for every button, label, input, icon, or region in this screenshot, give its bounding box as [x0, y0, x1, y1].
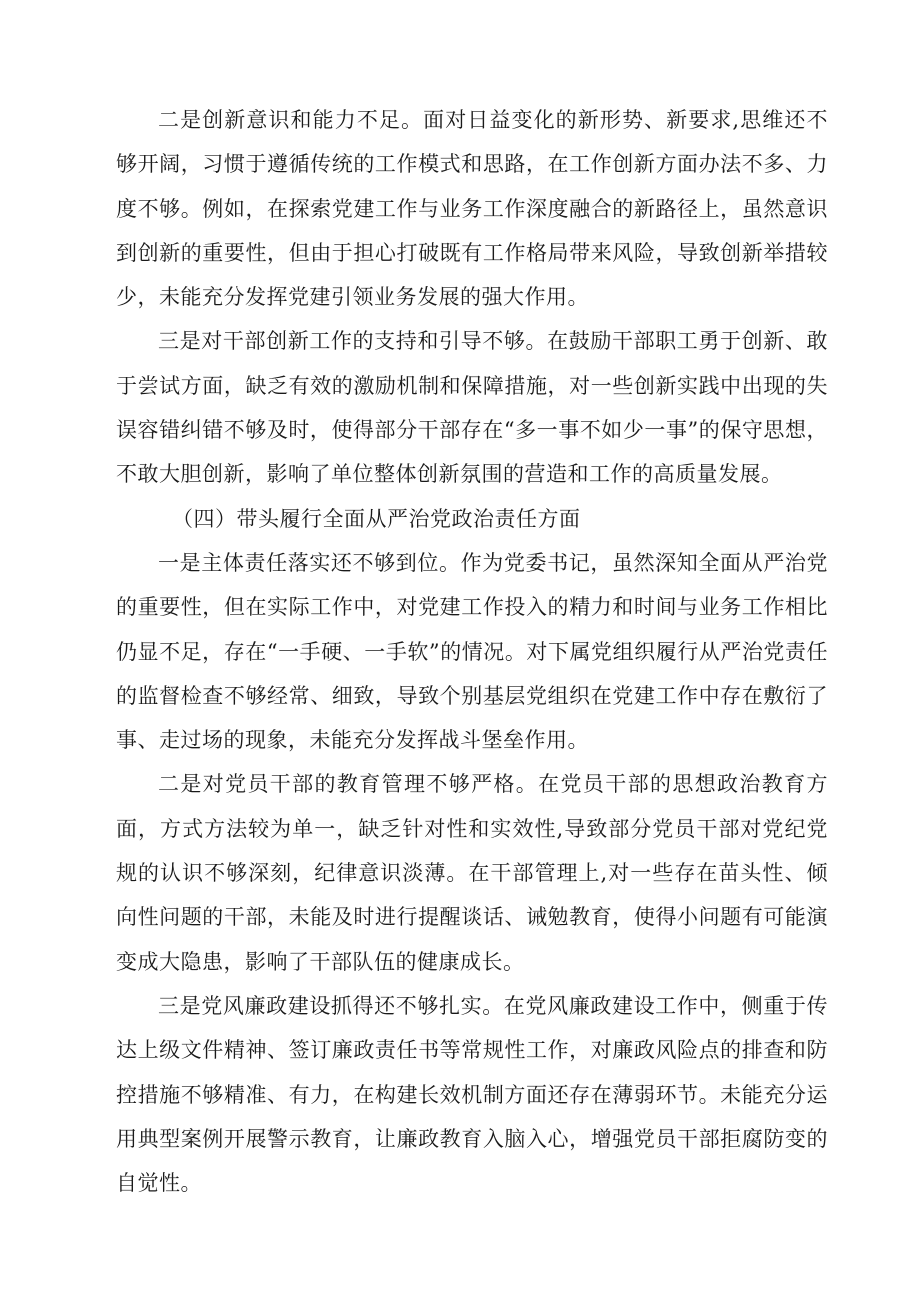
paragraph-clean-governance: 三是党风廉政建设抓得还不够扎实。在党风廉政建设工作中，侧重于传达上级文件精神、签订廉政责任书等常规性工作，对廉政风险点的排查和防控措施不够精准、有力，在构建长效机制方面还存在薄弱环节。未能充分运用典型案例开展警示教育，让廉政教育入脑入心，增强党员干部拒腐防变的自觉性。: [116, 993, 828, 1196]
document-body: [116, 98, 828, 1205]
paragraph-cadre-innovation-support: 三是对干部创新工作的支持和引导不够。在鼓励干部职工勇于创新、敢于尝试方面，缺乏有效的激励机制和保障措施，对一些创新实践中出现的失误容错纠错不够及时，使得部分干部存在“多一事不如少一事”的保守思想，不敢大胆创新，影响了单位整体创新氛围的营造和工作的高质量发展。: [116, 329, 828, 487]
paragraph-main-responsibility: 一是主体责任落实还不够到位。作为党委书记，虽然深知全面从严治党的重要性，但在实际工作中，对党建工作投入的精力和时间与业务工作相比仍显不足，存在“一手硬、一手软”的情况。对下属党组织履行从严治党责任的监督检查不够经常、细致，导致个别基层党组织在党建工作中存在敷衍了事、走过场的现象，未能充分发挥战斗堡垒作用。: [116, 550, 828, 753]
section-heading-four: （四）带头履行全面从严治党政治责任方面: [172, 506, 581, 531]
paragraph-cadre-education: 二是对党员干部的教育管理不够严格。在党员干部的思想政治教育方面，方式方法较为单一，缺乏针对性和实效性,导致部分党员干部对党纪党规的认识不够深刻，纪律意识淡薄。在干部管理上,对一些存在苗头性、倾向性问题的干部，未能及时进行提醒谈话、诫勉教育，使得小问题有可能演变成大隐患，影响了干部队伍的健康成长。: [116, 772, 828, 974]
paragraph-innovation-ability: 二是创新意识和能力不足。面对日益变化的新形势、新要求,思维还不够开阔，习惯于遵循传统的工作模式和思路，在工作创新方面办法不多、力度不够。例如，在探索党建工作与业务工作深度融合的新路径上，虽然意识到创新的重要性，但由于担心打破既有工作格局带来风险，导致创新举措较少，未能充分发挥党建引领业务发展的强大作用。: [116, 108, 828, 310]
